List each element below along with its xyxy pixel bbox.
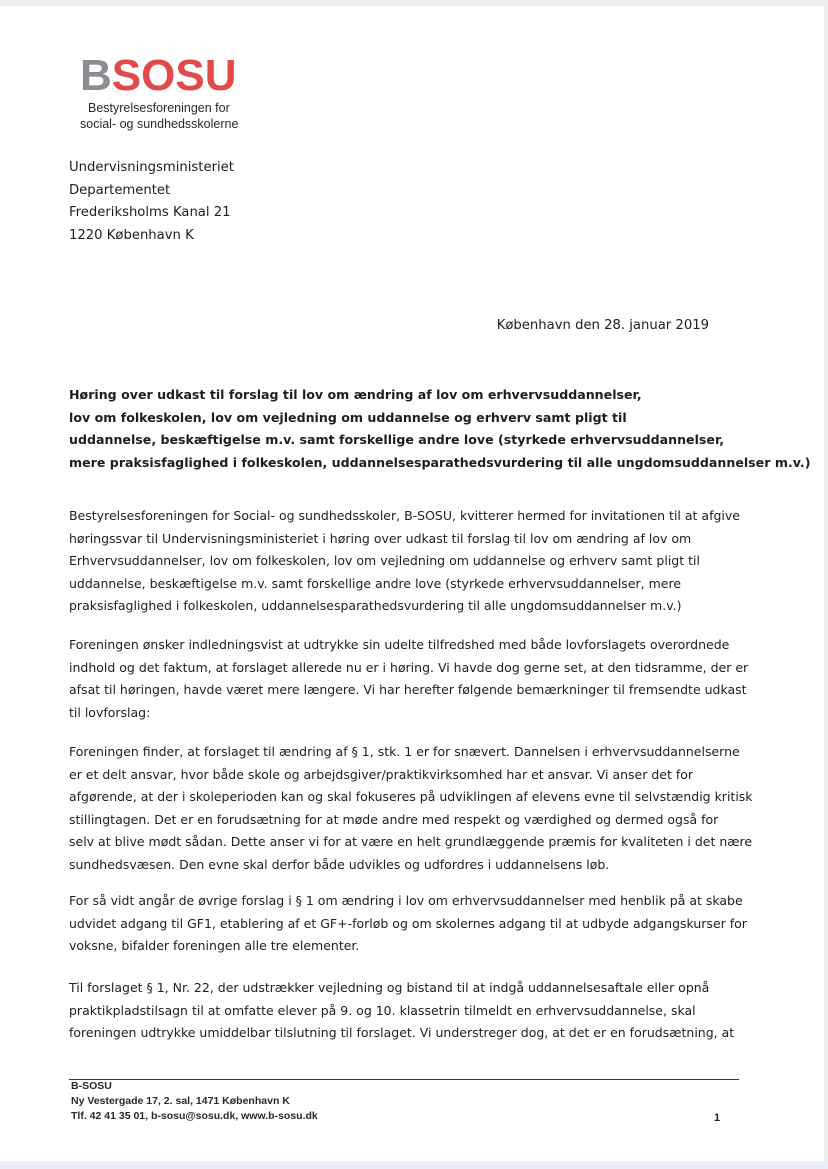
footer: [71, 1079, 318, 1124]
paragraph-line: uddannelse, beskæftigelse m.v. samt forskellige andre love (styrkede erhvervsuddannelser, mere: [69, 575, 682, 591]
logo-subtitle-line-1: Bestyrelsesforeningen for: [88, 101, 230, 115]
paragraph-line: er et delt ansvar, hvor både skole og arbejdsgiver/praktikvirksomhed har et ansvar. Vi anser det for: [69, 766, 694, 782]
paragraph-line: Erhvervsuddannelser, lov om folkeskolen, lov om vejledning om uddannelse og erhverv samt pligt til: [69, 553, 700, 568]
footer-contact: Tlf. 42 41 35 01, b-sosu@sosu.dk, www.b-sosu.dk: [71, 1110, 318, 1122]
subject-line: mere praksisfaglighed i folkeskolen, uddannelsesparathedsvurdering til alle ungdomsuddannelser m.v.): [69, 454, 811, 470]
paragraph-line: Foreningen finder, at forslaget til ændring af § 1, stk. 1 er for snævert. Dannelsen i erhvervsuddannelserne: [69, 744, 740, 759]
logo-mark: [80, 51, 280, 100]
paragraph-line: høringssvar til Undervisningsministeriet i høring over udkast til forslag til lov om ændring af lov om: [69, 530, 692, 546]
logo-subtitle-line-2: social- og sundhedsskolerne: [80, 117, 239, 131]
recipient-line: Departementet: [69, 182, 171, 198]
paragraph-line: praksisfaglighed i folkeskolen, uddannelsesparathedsvurdering til alle ungdomsuddannelser m.v.): [69, 598, 682, 613]
paragraph-line: foreningen udtrykke umiddelbar tilslutning til forslaget. Vi understreger dog, at det er en forudsætning, at: [69, 1025, 735, 1040]
footer-org: B-SOSU: [71, 1080, 112, 1092]
letter-date: København den 28. januar 2019: [496, 318, 709, 333]
paragraph-nr-22: [69, 977, 759, 1045]
paragraph-line: voksne, bifalder foreningen alle tre elementer.: [69, 938, 360, 953]
paragraph-line: til lovforslag:: [69, 704, 151, 720]
recipient-line: 1220 København K: [69, 227, 194, 243]
page-number: 1: [714, 1112, 721, 1124]
paragraph-satisfaction: [69, 634, 759, 724]
paragraph-line: selv at blive mødt sådan. Dette anser vi for at være en helt grundlæggende præmis for kvaliteten i det nære: [69, 834, 753, 849]
paragraph-line: For så vidt angår de øvrige forslag i § 1 om ændring i lov om erhvervsuddannelser med henblik på at skabe: [69, 893, 743, 908]
paragraph-line: afgørende, at der i skoleperioden kan og skal fokuseres på udviklingen af elevens evne til selvstændig kritisk: [69, 789, 753, 804]
page-edge-right: [824, 0, 828, 1169]
paragraph-line: afsat til høringen, havde været mere længere. Vi har herefter følgende bemærkninger til fremsendte udkast: [69, 682, 747, 697]
recipient-address: [69, 157, 234, 247]
paragraph-line: sundhedsvæsen. Den evne skal derfor både udvikles og udfordres i uddannelsens løb.: [69, 856, 610, 872]
paragraph-intro: [69, 505, 759, 618]
paragraph-line: Foreningen ønsker indledningsvist at udtrykke sin udelte tilfredshed med både lovforslagets overordnede: [69, 637, 730, 652]
footer-address: Ny Vestergade 17, 2. sal, 1471 København K: [71, 1095, 290, 1107]
page-edge-bottom: [0, 1161, 828, 1169]
subject-heading: [69, 384, 811, 474]
logo-mark-first: B: [80, 51, 112, 100]
logo-subtitle: [80, 100, 280, 132]
paragraph-line: stillingtagen. Det er en forudsætning for at møde andre med respekt og værdighed og dermed også for: [69, 811, 719, 827]
paragraph-section-1: [69, 741, 759, 876]
subject-line: lov om folkeskolen, lov om vejledning om uddannelse og erhverv samt pligt til: [69, 409, 627, 425]
paragraph-line: indhold og det faktum, at forslaget allerede nu er i høring. Vi havde dog gerne set, at den tidsramme, der er: [69, 659, 749, 675]
recipient-line: Frederiksholms Kanal 21: [69, 205, 231, 220]
logo-mark-rest: SOSU: [111, 51, 237, 100]
paragraph-line: Bestyrelsesforeningen for Social- og sundhedsskoler, B-SOSU, kvitterer hermed for invitationen til at afgive: [69, 508, 740, 523]
paragraph-other-proposals: [69, 890, 759, 958]
paragraph-line: praktikpladstilsagn til at omfatte elever på 9. og 10. klassetrin tilmeldt en erhvervsuddannelse, skal: [69, 1002, 696, 1018]
subject-line: uddannelse, beskæftigelse m.v. samt forskellige andre love (styrkede erhvervsuddannelser,: [69, 432, 725, 447]
subject-line: Høring over udkast til forslag til lov om ændring af lov om erhvervsuddannelser,: [69, 387, 642, 402]
paragraph-line: udvidet adgang til GF1, etablering af et GF+-forløb og om skolernes adgang til at udbyde adgangskurser for: [69, 915, 747, 931]
paragraph-line: Til forslaget § 1, Nr. 22, der udstrækker vejledning og bistand til at indgå uddannelsesaftale eller opnå: [69, 980, 710, 995]
page-edge-top: [0, 0, 828, 6]
recipient-line: Undervisningsministeriet: [69, 160, 234, 175]
bsosu-logo: [80, 51, 280, 132]
